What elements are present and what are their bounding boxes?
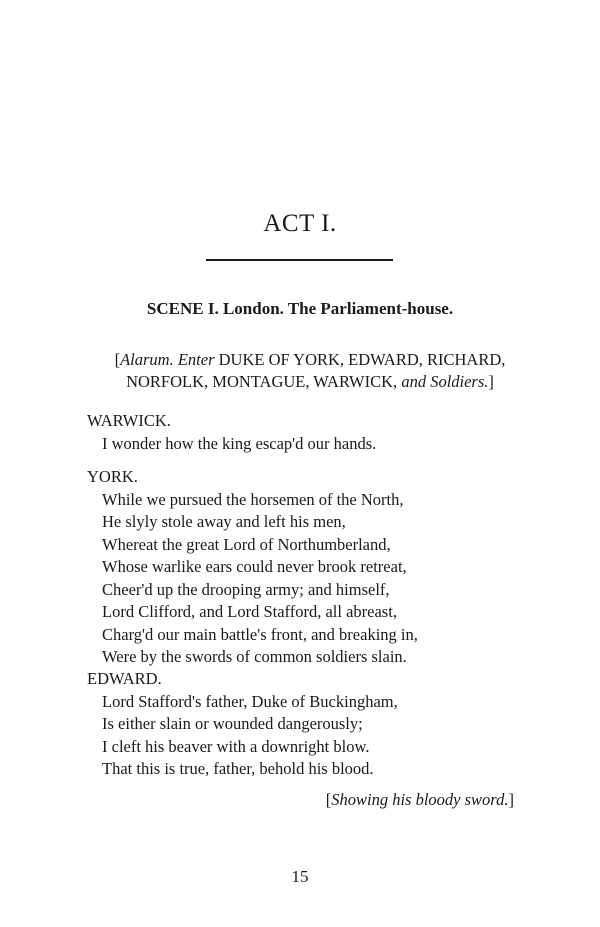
verse-line: Is either slain or wounded dangerously; (102, 714, 363, 733)
verse-line: Lord Clifford, and Lord Stafford, all abreast, (102, 602, 397, 621)
verse-line: Charg'd our main battle's front, and breaking in, (102, 624, 418, 644)
verse-line: That this is true, father, behold his blood. (102, 759, 374, 778)
close-bracket: ] (508, 790, 514, 809)
stage-direction-entry (100, 349, 520, 393)
speech-warwick (87, 410, 527, 455)
verse-line: I cleft his beaver with a downright blow. (102, 736, 370, 756)
open-bracket: [ (325, 790, 332, 809)
stage-direction-italic: Alarum. Enter (120, 350, 215, 369)
verse-line: Whose warlike ears could never brook retreat, (102, 557, 407, 576)
stage-direction-action (326, 790, 514, 810)
stage-direction-italic: Showing his bloody sword. (331, 790, 509, 809)
act-divider-rule (206, 259, 393, 261)
stage-entry-line-2 (100, 371, 520, 393)
verse-line: I wonder how the king escap'd our hands. (102, 433, 377, 453)
verse-line: Lord Stafford's father, Duke of Buckingham, (102, 691, 398, 711)
character-names-line-2: NORFOLK, MONTAGUE, WARWICK, (126, 372, 398, 391)
open-bracket: [ (114, 350, 121, 369)
verse-line: Were by the swords of common soldiers slain. (102, 647, 407, 666)
verse-line: While we pursued the horsemen of the North, (102, 489, 404, 509)
speaker-name: YORK. (87, 467, 138, 486)
and-soldiers-italic: and Soldiers. (397, 372, 489, 391)
verse-line: He slyly stole away and left his men, (102, 512, 346, 531)
speech-edward (87, 668, 527, 781)
speech-york (87, 466, 527, 669)
act-title: ACT I. (263, 210, 337, 237)
speaker-name: WARWICK. (87, 411, 171, 430)
close-bracket: ] (488, 372, 494, 391)
scene-title: SCENE I. London. The Parliament-house. (146, 299, 454, 318)
verse-line: Whereat the great Lord of Northumberland, (102, 534, 391, 554)
stage-entry-line-1 (100, 349, 520, 371)
page-number: 15 (291, 867, 309, 886)
verse-line: Cheer'd up the drooping army; and himself, (102, 579, 390, 599)
character-names-line-1: DUKE OF YORK, EDWARD, RICHARD, (214, 350, 506, 369)
speaker-name: EDWARD. (87, 669, 162, 688)
